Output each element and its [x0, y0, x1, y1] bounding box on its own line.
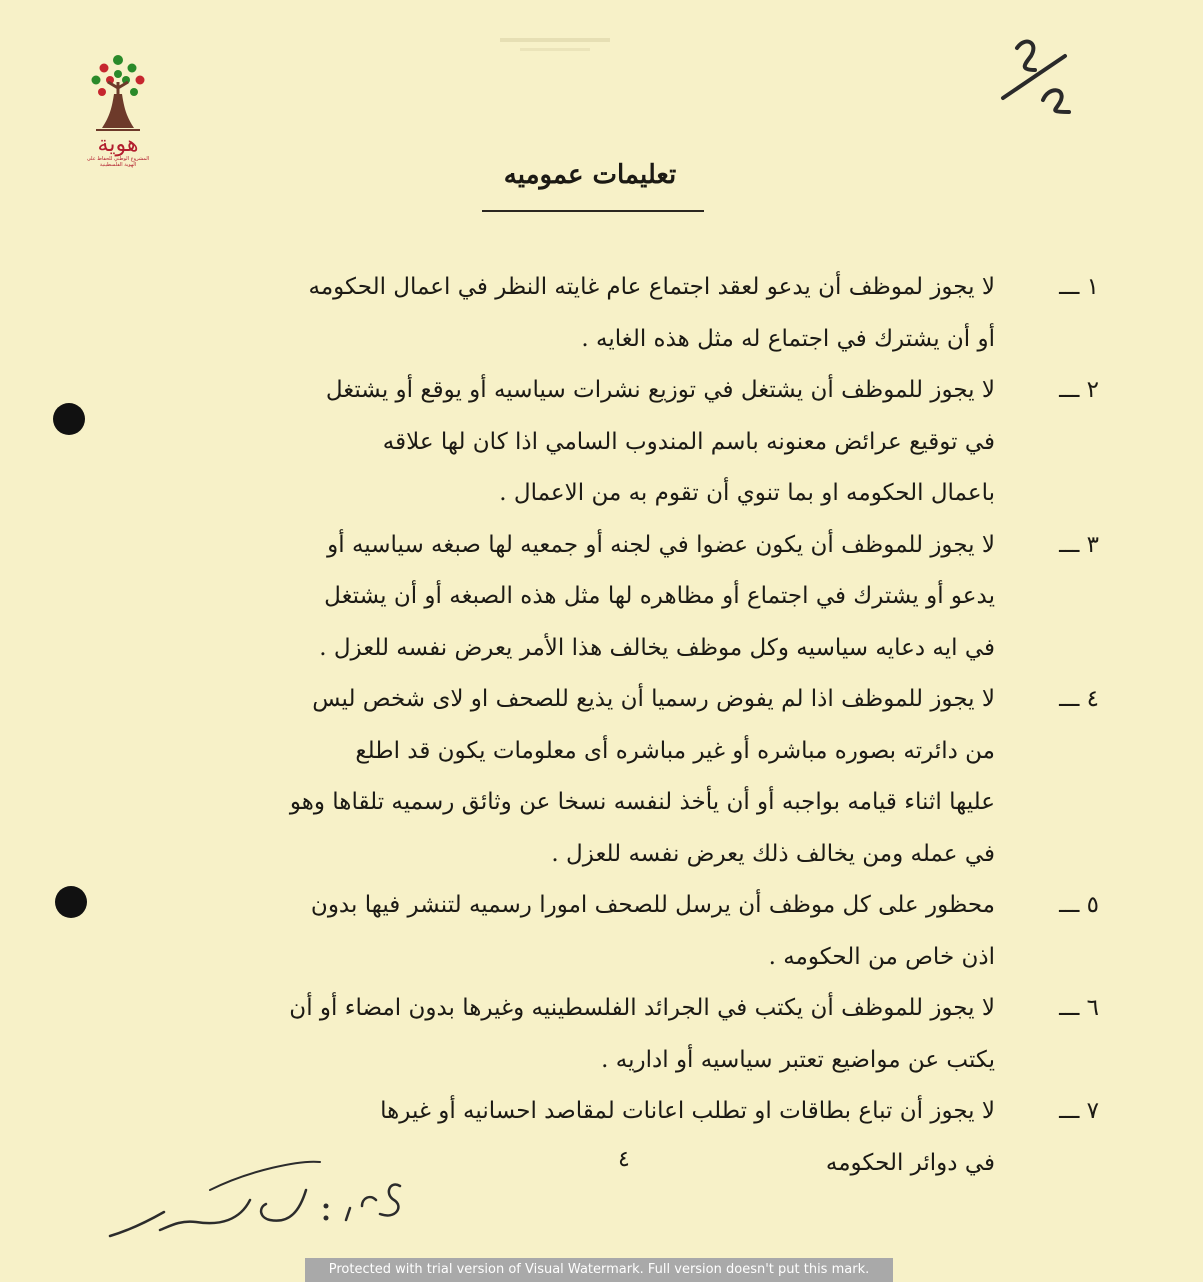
- item-line: في ايه دعايه سياسيه وكل موظف يخالف هذا الأمر يعرض نفسه للعزل .: [319, 634, 995, 661]
- item-number: ٤ ـــ: [1059, 686, 1099, 712]
- item-line: لا يجوز للموظف اذا لم يفوض رسميا أن يذيع للصحف او لاى شخص ليس: [312, 686, 995, 712]
- item-text: [150, 262, 995, 365]
- instruction-item: [150, 365, 1105, 520]
- item-number: ٦ ـــ: [1059, 995, 1099, 1021]
- logo-caption-2: الهوية الفلسطينية: [99, 162, 137, 168]
- item-line: في دوائر الحكومه: [825, 1149, 995, 1176]
- item-text: [150, 880, 995, 983]
- instruction-item: [150, 262, 1105, 365]
- item-line: في توقيع عرائض معنونه باسم المندوب السامي اذا كان لها علاقه: [382, 428, 995, 455]
- item-line: محظور على كل موظف أن يرسل للصحف امورا رسميه لتنشر فيها بدون: [310, 892, 995, 918]
- item-text: [150, 983, 995, 1086]
- item-line: لا يجوز لموظف أن يدعو لعقد اجتماع عام غايته النظر في اعمال الحكومه: [308, 274, 995, 300]
- item-line: يكتب عن مواضيع تعتبر سياسيه أو اداريه .: [601, 1046, 995, 1073]
- item-line: لا يجوز للموظف أن يكون عضوا في لجنه أو جمعيه لها صبغه سياسيه أو: [327, 531, 995, 558]
- instruction-item: [150, 880, 1105, 983]
- item-line: باعمال الحكومه او بما تنوي أن تقوم به من الاعمال .: [499, 480, 995, 506]
- title-underline: [482, 210, 704, 212]
- logo-wordmark: هوية: [97, 132, 139, 157]
- item-line: أو أن يشترك في اجتماع له مثل هذه الغايه .: [581, 325, 995, 352]
- item-number: ٧ ـــ: [1059, 1098, 1099, 1124]
- item-number: ٢ ـــ: [1059, 377, 1099, 403]
- instruction-item: [150, 520, 1105, 675]
- logo-caption-1: المشروع الوطني للحفاظ على: [86, 156, 150, 162]
- item-number: ١ ـــ: [1059, 274, 1099, 300]
- item-text: [150, 365, 995, 520]
- item-text: [150, 674, 995, 880]
- item-line: عليها اثناء قيامه بواجبه أو أن يأخذ لنفسه نسخا عن وثائق رسميه تلقاها وهو: [289, 789, 995, 815]
- paper-smudge: [500, 30, 610, 60]
- watermark-banner: Protected with trial version of Visual Watermark. Full version doesn't put this mark.: [305, 1258, 893, 1282]
- item-number: ٥ ـــ: [1059, 892, 1099, 918]
- document-title: تعليمات عموميه: [503, 160, 677, 190]
- item-line: يدعو أو يشترك في اجتماع أو مظاهره لها مثل هذه الصبغه أو أن يشتغل: [324, 583, 995, 609]
- hawiya-logo: [78, 52, 158, 192]
- instruction-item: [150, 674, 1105, 880]
- punch-hole-lower: [55, 886, 87, 918]
- tree-icon: [88, 52, 148, 134]
- item-line: لا يجوز أن تباع بطاقات او تطلب اعانات لمقاصد احسانيه أو غيرها: [380, 1098, 995, 1124]
- item-line: من دائرته بصوره مباشره أو غير مباشره أى معلومات يكون قد اطلع: [355, 737, 995, 764]
- item-line: لا يجوز للموظف أن يكتب في الجرائد الفلسطينيه وغيرها بدون امضاء أو أن: [289, 995, 995, 1021]
- item-number: ٣ ـــ: [1059, 531, 1099, 558]
- item-line: في عمله ومن يخالف ذلك يعرض نفسه للعزل .: [551, 840, 995, 867]
- punch-hole-upper: [53, 403, 85, 435]
- item-line: اذن خاص من الحكومه .: [768, 943, 995, 970]
- item-line: لا يجوز للموظف أن يشتغل في توزيع نشرات سياسيه أو يوقع أو يشتغل: [325, 377, 995, 403]
- page-number: ٤: [618, 1147, 630, 1172]
- instruction-list: [150, 262, 1105, 1189]
- item-text: [150, 520, 995, 675]
- instruction-item: [150, 983, 1105, 1086]
